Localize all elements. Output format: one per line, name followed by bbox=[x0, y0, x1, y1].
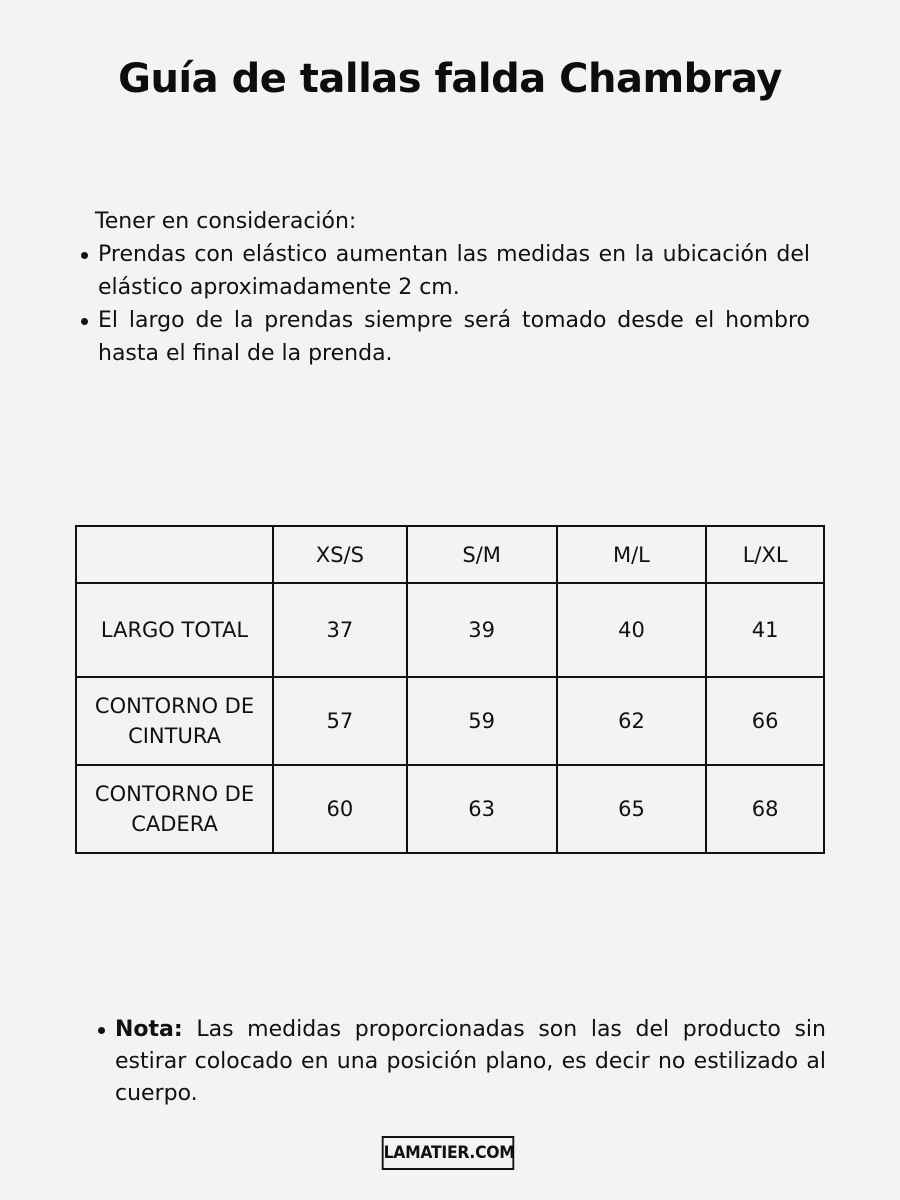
table-cell: 62 bbox=[557, 677, 707, 765]
header-size-xs-s: XS/S bbox=[273, 526, 407, 583]
row-label-contorno-cadera: CONTORNO DE CADERA bbox=[76, 765, 273, 853]
consideration-heading: Tener en consideración: bbox=[95, 209, 357, 234]
table-cell: 60 bbox=[273, 765, 407, 853]
note-section bbox=[95, 1014, 826, 1110]
consideration-item-length: El largo de la prendas siempre será tomado desde el hombro hasta el final de la prenda. bbox=[78, 304, 810, 370]
note-text: Las medidas proporcionadas son las del producto sin estirar colocado en una posición plano, es decir no estilizado al cuerpo. bbox=[115, 1017, 826, 1106]
page-title: Guía de tallas falda Chambray bbox=[118, 56, 782, 102]
brand-badge[interactable]: LAMATIER.COM bbox=[382, 1136, 514, 1170]
table-cell: 68 bbox=[706, 765, 824, 853]
consideration-section bbox=[78, 205, 810, 370]
header-size-l-xl: L/XL bbox=[706, 526, 824, 583]
note-label: Nota: bbox=[115, 1017, 183, 1042]
row-label-contorno-cintura: CONTORNO DE CINTURA bbox=[76, 677, 273, 765]
table-row bbox=[76, 765, 824, 853]
header-size-m-l: M/L bbox=[557, 526, 707, 583]
header-corner-cell bbox=[76, 526, 273, 583]
table-cell: 39 bbox=[407, 583, 557, 677]
row-label-largo-total: LARGO TOTAL bbox=[76, 583, 273, 677]
table-row bbox=[76, 583, 824, 677]
table-cell: 41 bbox=[706, 583, 824, 677]
table-cell: 65 bbox=[557, 765, 707, 853]
table-header-row bbox=[76, 526, 824, 583]
header-size-s-m: S/M bbox=[407, 526, 557, 583]
consideration-item-elastic: Prendas con elástico aumentan las medidas en la ubicación del elástico aproximadamente 2 cm. bbox=[78, 238, 810, 304]
consideration-list bbox=[78, 238, 810, 370]
note-item bbox=[95, 1014, 826, 1110]
table-cell: 37 bbox=[273, 583, 407, 677]
table-cell: 59 bbox=[407, 677, 557, 765]
table-cell: 57 bbox=[273, 677, 407, 765]
table-row bbox=[76, 677, 824, 765]
table-cell: 63 bbox=[407, 765, 557, 853]
table-cell: 40 bbox=[557, 583, 707, 677]
table-cell: 66 bbox=[706, 677, 824, 765]
size-table bbox=[75, 525, 825, 854]
